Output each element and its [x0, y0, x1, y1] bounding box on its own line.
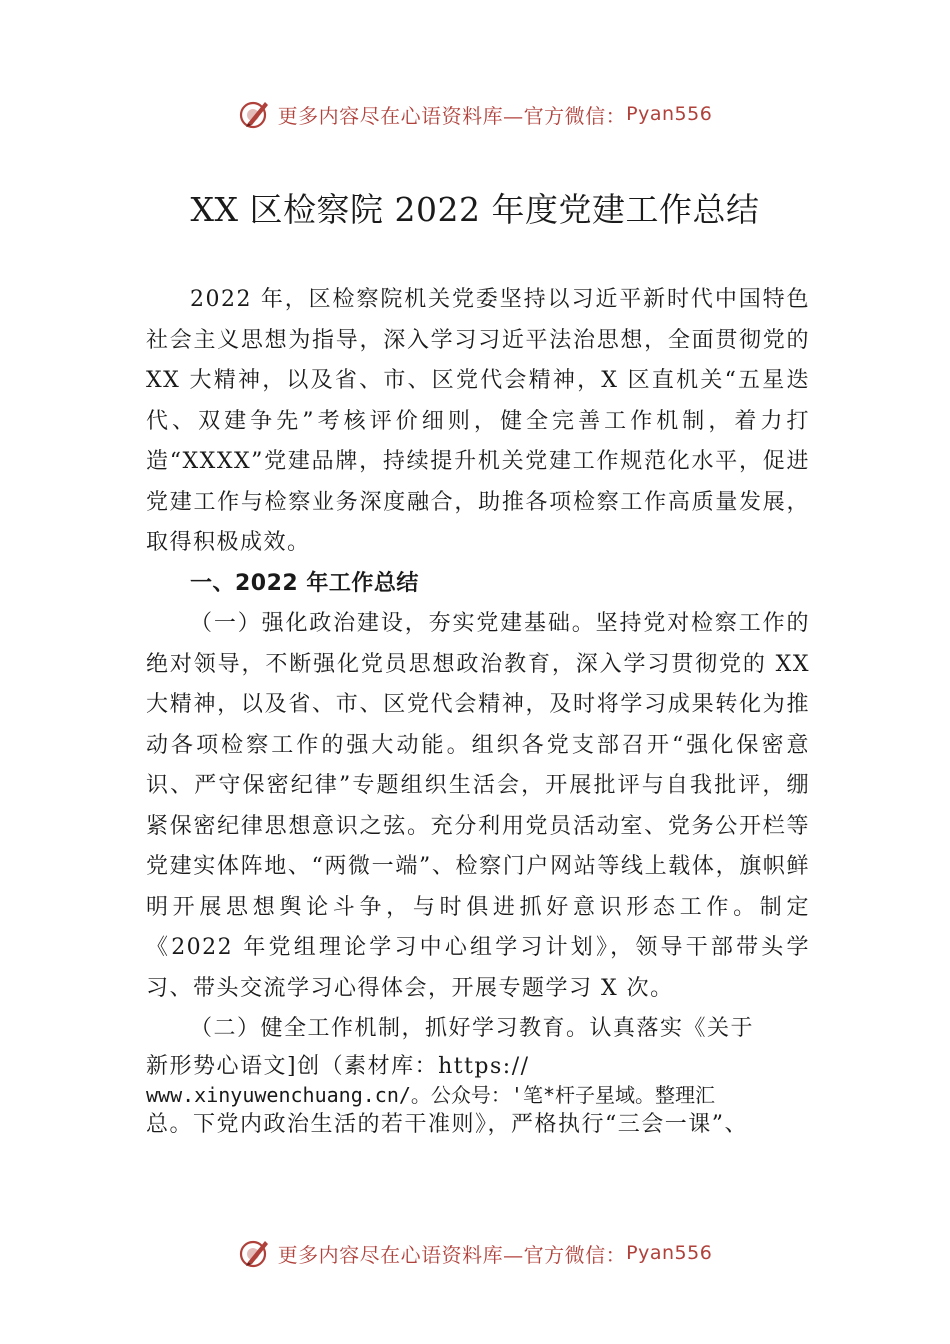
watermark-line-3: 总。下党内政治生活的若干准则》，严格执行“三会一课”、	[146, 1111, 748, 1137]
watermark-text	[146, 1052, 810, 1139]
watermark-line-1: 新形势心语文]创（素材库：https://	[146, 1053, 530, 1079]
quill-pen-icon	[238, 97, 272, 131]
intro-paragraph: 2022 年，区检察院机关党委坚持以习近平新时代中国特色社会主义思想为指导，深入学习习近平法治思想，全面贯彻党的 XX 大精神，以及省、市、区党代会精神，X 区直机关“五星迭代、双建争先”考核评价细则，健全完善工作机制，着力打造“XXXX”党建品牌，持续提升机关党建工作规范化水平，促进党建工作与检察业务深度融合，助推各项检察工作高质量发展，取得积极成效。	[146, 287, 810, 555]
banner-text: 更多内容尽在心语资料库—官方微信：	[277, 103, 627, 128]
quill-pen-icon	[238, 1236, 272, 1270]
header-banner	[0, 92, 950, 136]
item-1-paragraph: （一）强化政治建设，夯实党建基础。坚持党对检察工作的绝对领导，不断强化党员思想政治教育，深入学习贯彻党的 XX 大精神，以及省、市、区党代会精神，及时将学习成果转化为推动各项检察工作的强大动能。组织各党支部召开“强化保密意识、严守保密纪律”专题组织生活会，开展批评与自我批评，绷紧保密纪律思想意识之弦。充分利用党员活动室、党务公开栏等党建实体阵地、“两微一端”、检察门户网站等线上载体，旗帜鲜明开展思想舆论斗争，与时俱进抓好意识形态工作。制定《2022 年党组理论学习中心组学习计划》，领导干部带头学习、带头交流学习心得体会，开展专题学习 X 次。	[146, 611, 810, 1001]
document-body	[146, 280, 810, 1139]
watermark-line-2: www.xinyuwenchuang.cn/。公众号：'笔*杆子星域。整理汇	[146, 1082, 715, 1107]
document-title: XX 区检察院 2022 年度党建工作总结	[190, 190, 760, 229]
banner-wechat-id: Pyan556	[626, 1242, 713, 1264]
section-heading: 一、2022 年工作总结	[190, 570, 419, 596]
footer-banner	[0, 1231, 950, 1275]
banner-text: 更多内容尽在心语资料库—官方微信：	[277, 1242, 627, 1267]
item-2-paragraph: （二）健全工作机制，抓好学习教育。认真落实《关于	[190, 1016, 755, 1041]
banner-wechat-id: Pyan556	[626, 103, 713, 125]
